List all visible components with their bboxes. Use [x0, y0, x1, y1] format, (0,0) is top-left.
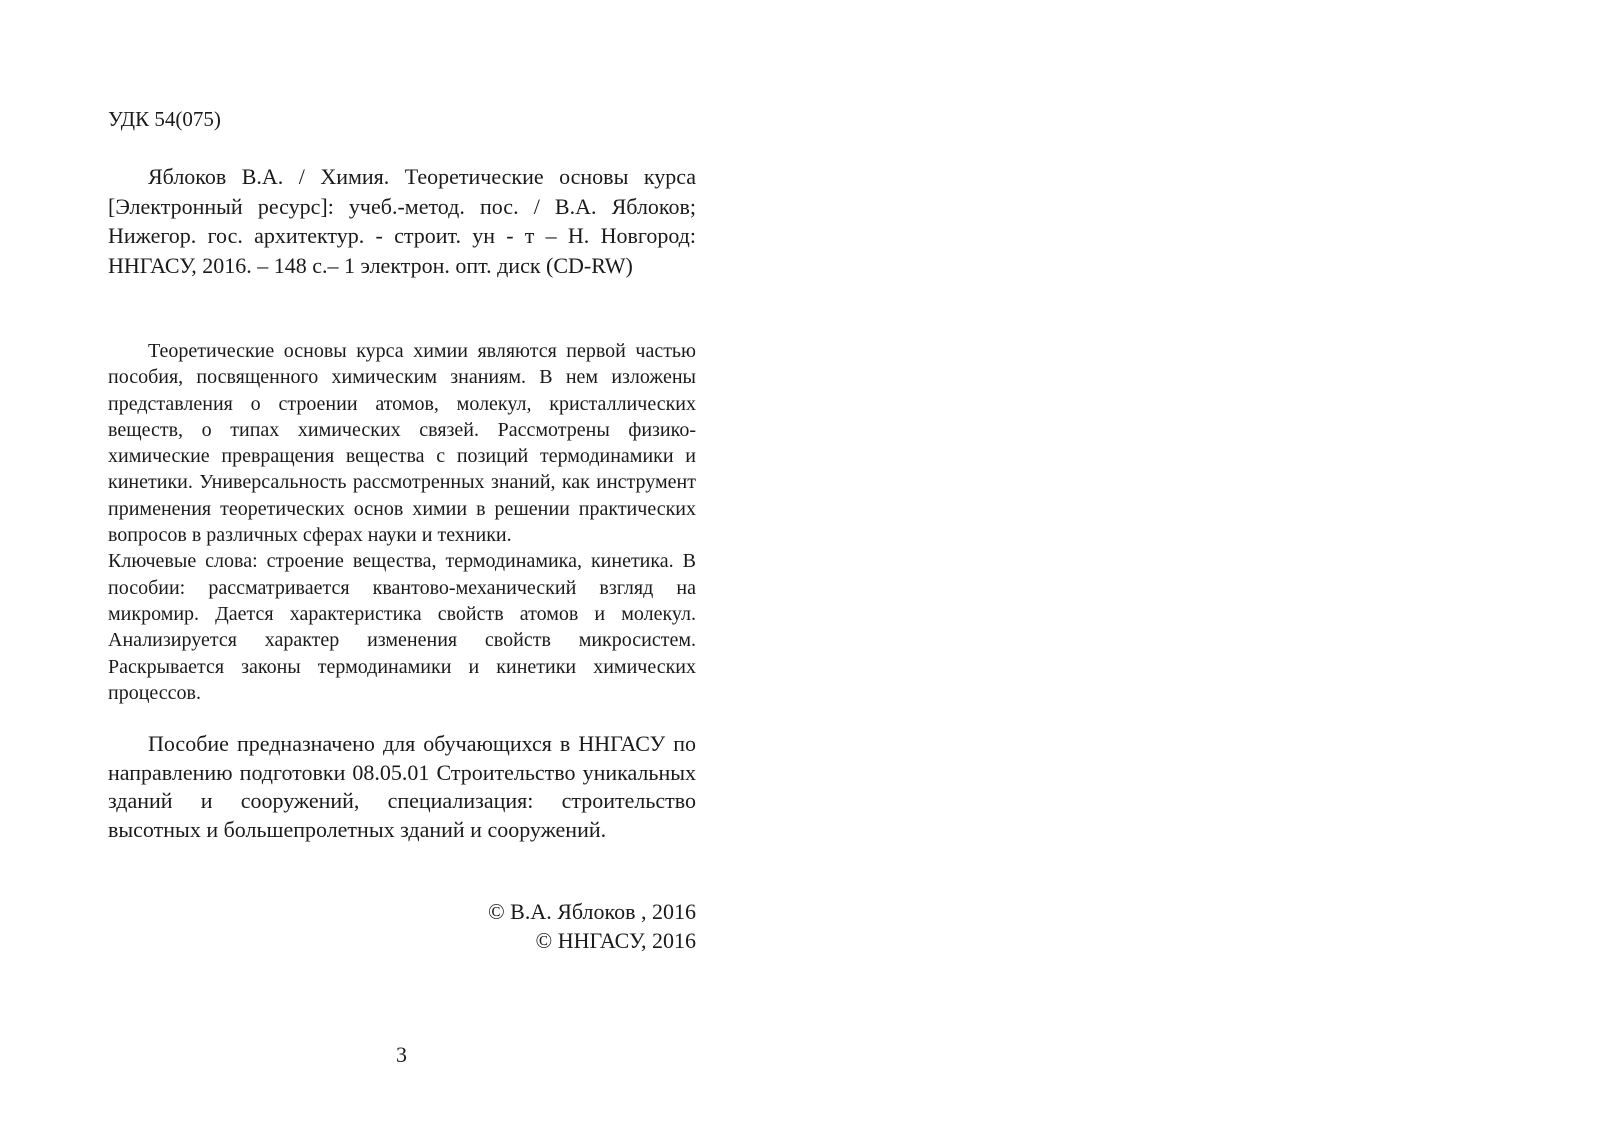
keywords-paragraph: Ключевые слова: строение вещества, термодинамика, кинетика. В пособии: рассматривается квантово-механический взгляд на микромир. Дается характеристика свойств атомов и молекул. Анализируется характер изменения свойств микросистем. Раскрывается законы термодинамики и кинетики химических процессов.	[108, 550, 696, 704]
annotation	[108, 338, 696, 706]
copyright-block	[488, 898, 696, 955]
page-number: 3	[396, 1042, 407, 1067]
annotation-paragraph: Теоретические основы курса химии являются первой частью пособия, посвященного химическим знаниям. В нем изложены представления о строении атомов, молекул, кристаллических веществ, о типах химических связей. Рассмотрены физико-химические превращения вещества с позиций термодинамики и кинетики. Универсальность рассмотренных знаний, как инструмент применения теоретических основ химии в решении практических вопросов в различных сферах науки и техники.	[108, 340, 696, 547]
bibliographic-record	[108, 162, 696, 280]
purpose-text: Пособие предназначено для обучающихся в ННГАСУ по направлению подготовки 08.05.01 Строительство уникальных зданий и сооружений, специализация: строительство высотных и большепролетных зданий и сооружений.	[108, 731, 696, 842]
udk-code: УДК 54(075)	[108, 107, 221, 131]
bibliographic-text: Яблоков В.А. / Химия. Теоретические основы курса [Электронный ресурс]: учеб.-метод. пос. / В.А. Яблоков; Нижегор. гос. архитектур. - строит. ун - т – Н. Новгород: ННГАСУ, 2016. – 148 с.– 1 электрон. опт. диск (CD-RW)	[108, 164, 696, 278]
purpose-statement	[108, 730, 696, 844]
copyright-organization: © ННГАСУ, 2016	[535, 927, 696, 953]
copyright-author: © В.А. Яблоков , 2016	[487, 899, 696, 924]
